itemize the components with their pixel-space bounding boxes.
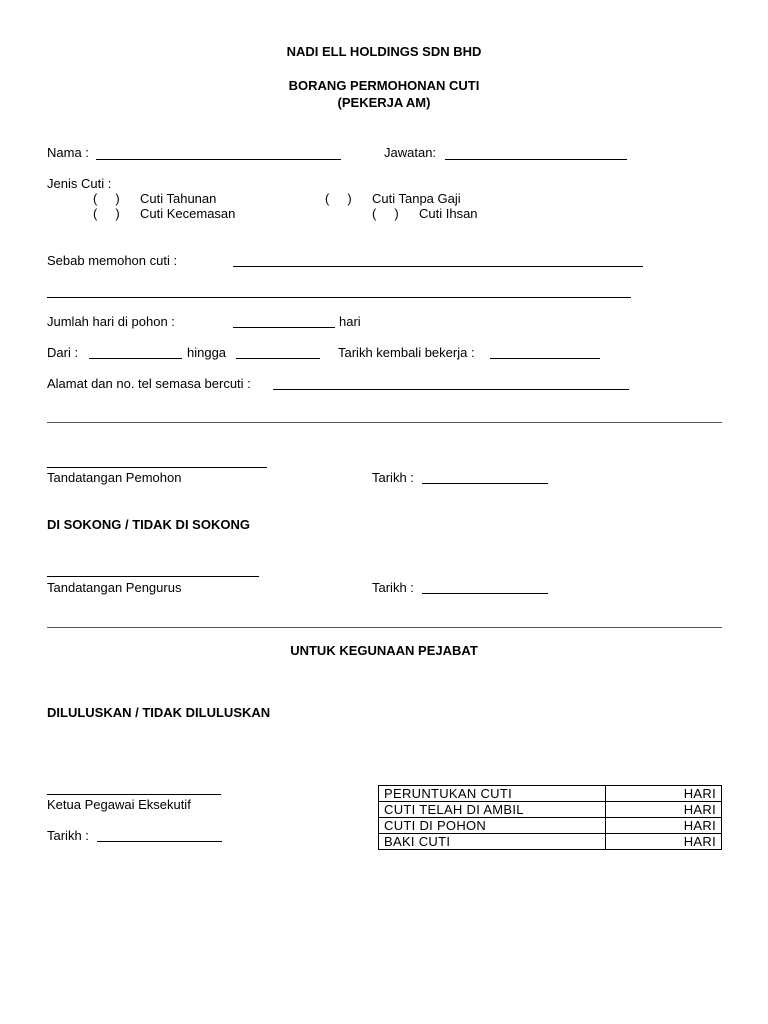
table-row bbox=[379, 834, 722, 850]
option-emergency-leave: Cuti Kecemasan bbox=[140, 206, 236, 221]
from-label: Dari : bbox=[47, 345, 79, 360]
form-title: BORANG PERMOHONAN CUTI bbox=[288, 78, 480, 93]
applicant-date-label: Tarikh : bbox=[372, 470, 414, 485]
return-date-field[interactable] bbox=[490, 358, 600, 359]
allocation-label: PERUNTUKAN CUTI bbox=[379, 786, 606, 802]
requested-label: CUTI DI POHON bbox=[379, 818, 606, 834]
days-label: Jumlah hari di pohon : bbox=[47, 314, 175, 329]
requested-unit[interactable]: HARI bbox=[606, 818, 722, 834]
position-field[interactable] bbox=[445, 145, 627, 160]
office-divider bbox=[47, 627, 722, 628]
address-field[interactable] bbox=[273, 389, 629, 390]
recommendation-label: DI SOKONG / TIDAK DI SOKONG bbox=[47, 517, 250, 532]
table-row bbox=[379, 786, 722, 802]
applicant-signature-label: Tandatangan Pemohon bbox=[47, 470, 182, 485]
position-label: Jawatan: bbox=[384, 145, 437, 160]
days-unit: hari bbox=[339, 314, 361, 329]
section-divider bbox=[47, 422, 722, 423]
allocation-unit[interactable]: HARI bbox=[606, 786, 722, 802]
option-compassionate-leave: Cuti Ihsan bbox=[419, 206, 478, 221]
address-label: Alamat dan no. tel semasa bercuti : bbox=[47, 376, 251, 391]
reason-field[interactable] bbox=[233, 266, 643, 267]
until-date-field[interactable] bbox=[236, 358, 320, 359]
ceo-date-field[interactable] bbox=[97, 841, 222, 842]
taken-unit[interactable]: HARI bbox=[606, 802, 722, 818]
leave-allocation-table bbox=[378, 785, 722, 850]
company-name: NADI ELL HOLDINGS SDN BHD bbox=[286, 44, 482, 59]
applicant-signature-line[interactable] bbox=[47, 467, 267, 468]
manager-date-label: Tarikh : bbox=[372, 580, 414, 595]
checkbox-emergency[interactable]: ( ) bbox=[93, 206, 120, 221]
option-annual-leave: Cuti Tahunan bbox=[140, 191, 217, 206]
form-subtitle: (PEKERJA AM) bbox=[337, 95, 431, 110]
reason-label: Sebab memohon cuti : bbox=[47, 253, 178, 268]
balance-unit[interactable]: HARI bbox=[606, 834, 722, 850]
leave-type-label: Jenis Cuti : bbox=[47, 176, 112, 191]
ceo-date-label: Tarikh : bbox=[47, 828, 89, 843]
table-row bbox=[379, 818, 722, 834]
taken-label: CUTI TELAH DI AMBIL bbox=[379, 802, 606, 818]
table-row bbox=[379, 802, 722, 818]
manager-date-field[interactable] bbox=[422, 593, 548, 594]
name-label: Nama : bbox=[47, 145, 89, 160]
ceo-label: Ketua Pegawai Eksekutif bbox=[47, 797, 191, 812]
applicant-date-field[interactable] bbox=[422, 483, 548, 484]
name-field[interactable] bbox=[96, 145, 341, 160]
office-use-heading: UNTUK KEGUNAAN PEJABAT bbox=[290, 643, 478, 658]
manager-signature-line[interactable] bbox=[47, 576, 259, 577]
until-label: hingga bbox=[187, 345, 227, 360]
return-date-label: Tarikh kembali bekerja : bbox=[338, 345, 475, 360]
from-date-field[interactable] bbox=[89, 358, 182, 359]
checkbox-compassionate[interactable]: ( ) bbox=[372, 206, 399, 221]
days-field[interactable] bbox=[233, 327, 335, 328]
ceo-signature-line[interactable] bbox=[47, 794, 221, 795]
manager-signature-label: Tandatangan Pengurus bbox=[47, 580, 182, 595]
checkbox-unpaid[interactable]: ( ) bbox=[325, 191, 352, 206]
approval-label: DILULUSKAN / TIDAK DILULUSKAN bbox=[47, 705, 271, 720]
checkbox-annual[interactable]: ( ) bbox=[93, 191, 120, 206]
reason-field-line-2[interactable] bbox=[47, 297, 631, 298]
balance-label: BAKI CUTI bbox=[379, 834, 606, 850]
option-unpaid-leave: Cuti Tanpa Gaji bbox=[372, 191, 461, 206]
